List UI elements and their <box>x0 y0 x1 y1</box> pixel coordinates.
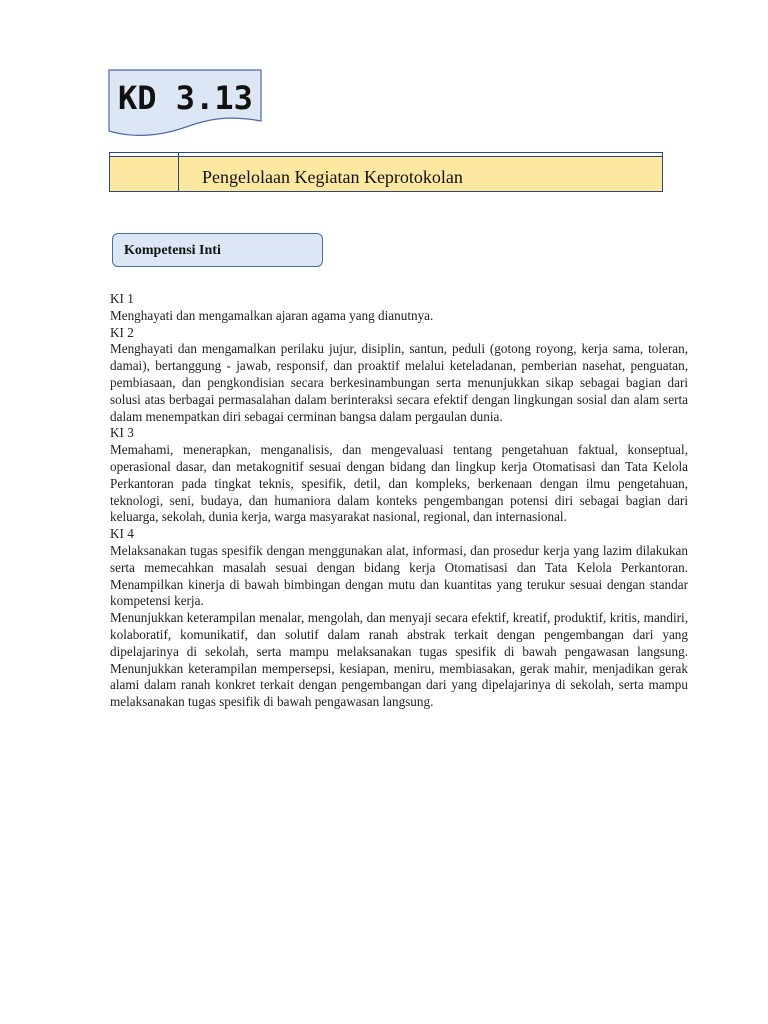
subject-title: Pengelolaan Kegiatan Keprotokolan <box>202 167 463 187</box>
ki-content <box>110 291 688 711</box>
ki-paragraph: Menghayati dan mengamalkan perilaku jujur, disiplin, santun, peduli (gotong royong, kerja sama, toleran, damai), bertanggung - jawab, responsif, dan proaktif melalui keteladanan, pemberian nasehat, penguatan, pembiasaan, dan pengkondisian secara berkesinambungan serta menunjukkan sikap sebagai bagian dari solusi atas berbagai permasalahan dalam berinteraksi secara efektif dengan lingkungan sosial dan alam serta dalam menempatkan diri sebagai cerminan bangsa dalam pergaulan dunia. <box>110 341 688 424</box>
subject-divider <box>178 153 179 191</box>
subject-bar <box>109 152 663 192</box>
ki-paragraph: Melaksanakan tugas spesifik dengan menggunakan alat, informasi, dan prosedur kerja yang lazim dilakukan serta memecahkan masalah sesuai dengan bidang kerja Otomatisasi dan Tata Kelola Perkantoran. Menampilkan kinerja di bawah bimbingan dengan mutu dan kuantitas yang terukur sesuai dengan standar kompetensi kerja. <box>110 542 688 609</box>
ki-paragraph: Memahami, menerapkan, menganalisis, dan mengevaluasi tentang pengetahuan faktual, konseptual, operasional dasar, dan metakognitif sesuai dengan bidang dan lingkup kerja Otomatisasi dan Tata Kelola Perkantoran pada tingkat teknis, spesifik, detil, dan kompleks, berkenaan dengan ilmu pengetahuan, teknologi, seni, budaya, dan humaniora dalam konteks pengembangan potensi diri sebagai bagian dari keluarga, sekolah, dunia kerja, warga masyarakat nasional, regional, dan internasional. <box>110 442 688 525</box>
ki-heading: KI 4 <box>110 526 134 542</box>
section-tab-label: Kompetensi Inti <box>124 243 221 258</box>
ki-heading: KI 1 <box>110 291 134 306</box>
ki-heading: KI 3 <box>110 425 134 441</box>
ki-paragraph: Menghayati dan mengamalkan ajaran agama yang dianutnya. <box>110 307 434 323</box>
kd-banner <box>108 69 262 137</box>
kd-title: KD 3.13 <box>118 79 253 117</box>
section-tab <box>112 233 323 267</box>
ki-paragraph: Menunjukkan keterampilan menalar, mengolah, dan menyaji secara efektif, kreatif, produktif, kritis, mandiri, kolaboratif, komunikatif, dan solutif dalam ranah abstrak terkait dengan pengembangan dari yang dipelajarinya di sekolah, serta mampu melaksanakan tugas spesifik di bawah pengawasan langsung. Menunjukkan keterampilan mempersepsi, kesiapan, meniru, membiasakan, gerak mahir, menjadikan gerak alami dalam ranah konkret terkait dengan pengembangan dari yang dipelajarinya di sekolah, serta mampu melaksanakan tugas spesifik di bawah pengawasan langsung. <box>110 610 688 710</box>
ki-heading: KI 2 <box>110 324 134 340</box>
